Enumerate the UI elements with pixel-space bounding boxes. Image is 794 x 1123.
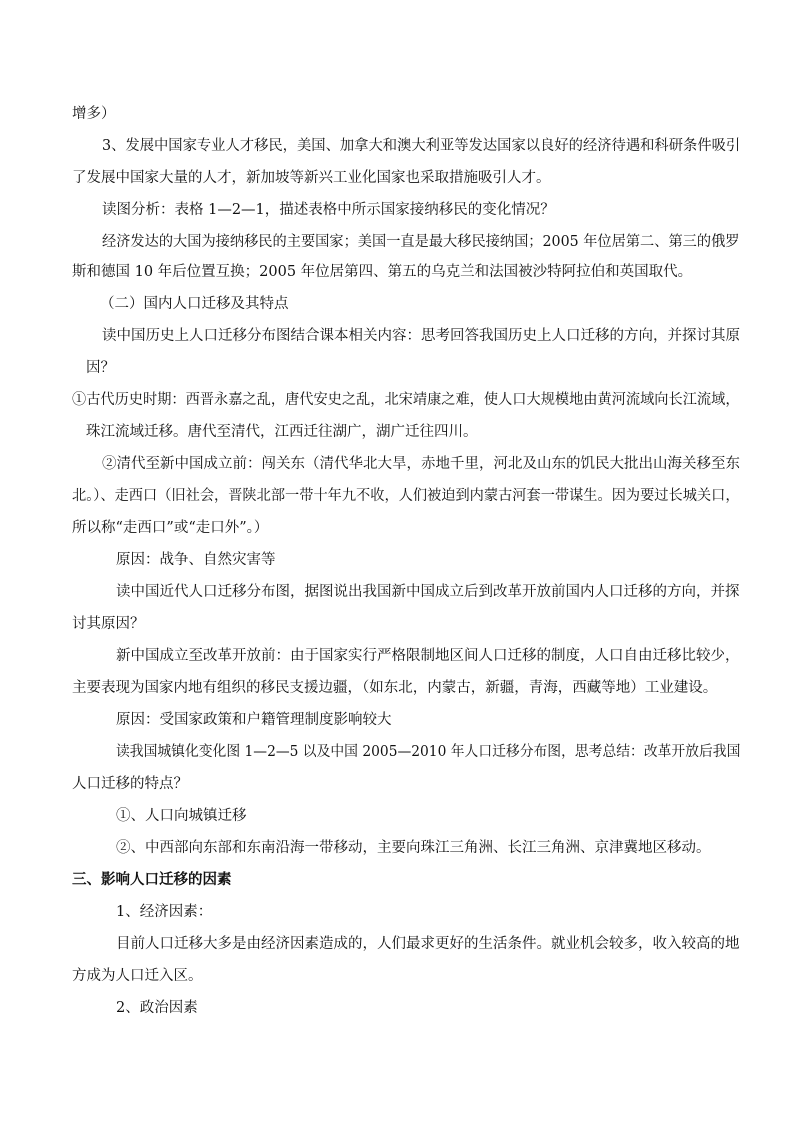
text-line-9: 因？ — [86, 360, 115, 376]
text-line-6: 斯和德国 10 年后位置互换；2005 年位居第四、第五的乌克兰和法国被沙特阿拉伯和英国取代。 — [72, 264, 693, 280]
text-line-12: ②清代至新中国成立前：闯关东（清代华北大旱，赤地千里，河北及山东的饥民大批出山海关移至东 — [102, 456, 740, 472]
text-line-4: 读图分析：表格 1—2—1，描述表格中所示国家接纳移民的变化情况？ — [102, 202, 555, 218]
text-line-5: 经济发达的大国为接纳移民的主要国家；美国一直是最大移民接纳国；2005 年位居第二、第三的俄罗 — [102, 234, 740, 250]
text-line-20: 原因：受国家政策和户籍管理制度影响较大 — [116, 712, 392, 728]
text-line-18: 新中国成立至改革开放前：由于国家实行严格限制地区间人口迁移的制度，人口自由迁移比较少， — [116, 648, 740, 664]
text-line-14: 所以称“走西口”或“走口外”。） — [72, 520, 269, 536]
text-line-24: ②、中西部向东部和东南沿海一带移动，主要向珠江三角洲、长江三角洲、京津冀地区移动。 — [116, 840, 711, 856]
section-heading-migration-factors: 三、影响人口迁移的因素 — [72, 872, 232, 888]
text-line-19: 主要表现为国家内地有组织的移民支援边疆，（如东北，内蒙古，新疆，青海，西藏等地）工业建设。 — [72, 680, 718, 696]
text-line-2: 3、发展中国家专业人才移民，美国、加拿大和澳大利亚等发达国家以良好的经济待遇和科研条件吸引 — [102, 138, 741, 154]
section-heading-domestic-migration: （二）国内人口迁移及其特点 — [100, 296, 289, 312]
text-line-3: 了发展中国家大量的人才，新加坡等新兴工业化国家也采取措施吸引人才。 — [72, 170, 551, 186]
text-line-22: 人口迁移的特点？ — [72, 776, 188, 792]
text-line-26: 1、经济因素： — [116, 904, 213, 920]
text-line-29: 2、政治因素 — [116, 1000, 198, 1016]
text-line-11: 珠江流域迁移。唐代至清代，江西迁往湖广，湖广迁往四川。 — [86, 424, 478, 440]
text-line-23: ①、人口向城镇迁移 — [116, 808, 247, 824]
text-line-27: 目前人口迁移大多是由经济因素造成的，人们最求更好的生活条件。就业机会较多，收入较高的地 — [116, 936, 740, 952]
text-line-17: 讨其原因？ — [72, 616, 145, 632]
text-line-15: 原因：战争、自然灾害等 — [116, 552, 276, 568]
text-line-13: 北。）、走西口（旧社会，晋陕北部一带十年九不收，人们被迫到内蒙古河套一带谋生。因为要过长城关口， — [72, 488, 740, 504]
text-line-21: 读我国城镇化变化图 1—2—5 以及中国 2005—2010 年人口迁移分布图，思考总结：改革开放后我国 — [116, 744, 741, 760]
text-line-1: 增多） — [72, 106, 116, 122]
text-line-10: ①古代历史时期：西晋永嘉之乱，唐代安史之乱，北宋靖康之难，使人口大规模地由黄河流域向长江流域， — [72, 392, 740, 408]
text-line-16: 读中国近代人口迁移分布图，据图说出我国新中国成立后到改革开放前国内人口迁移的方向，并探 — [116, 584, 740, 600]
text-line-8: 读中国历史上人口迁移分布图结合课本相关内容：思考回答我国历史上人口迁移的方向，并探讨其原 — [102, 328, 740, 344]
text-line-28: 方成为人口迁入区。 — [72, 968, 203, 984]
